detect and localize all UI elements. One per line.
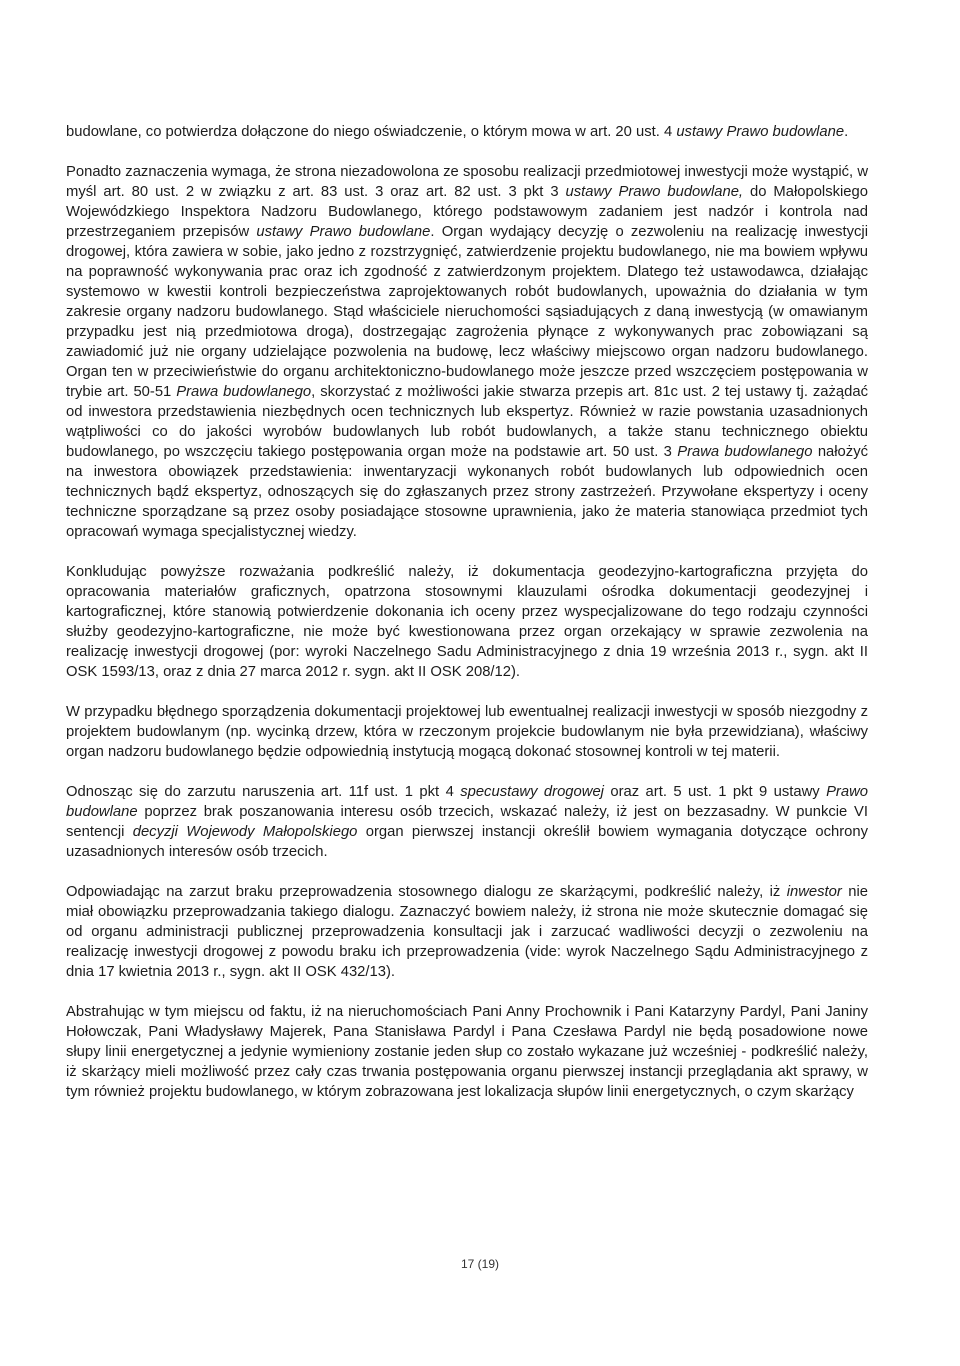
text-run: budowlane, co potwierdza dołączone do niego oświadczenie, o którym mowa w art. 20 ust. 4 xyxy=(66,124,677,140)
italic-text-run: Prawa budowlanego xyxy=(677,444,813,460)
paragraph xyxy=(66,782,868,862)
text-run: nałożyć na inwestora obowiązek przedstawienia: inwentaryzacji wykonanych robót budowlanych lub odpowiednich ocen technicznych bądź ekspertyz, odnoszących się do zgłaszanych przez strony zastrzeżeń. Przywołane ekspertyzy i oceny techniczne sporządzane są przez osoby posiadające stosowne uprawnienia, jako że materia stanowiąca przedmiot tych opracowań wymaga specjalistycznej wiedzy. xyxy=(66,444,868,540)
text-run: Odpowiadając na zarzut braku przeprowadzenia stosownego dialogu ze skarżącymi, podkreślić należy, iż xyxy=(66,884,787,900)
text-run: organ pierwszej instancji określił bowiem wymagania dotyczące ochrony uzasadnionych interesów osób trzecich. xyxy=(66,824,869,860)
italic-text-run: inwestor xyxy=(786,884,842,900)
paragraph xyxy=(66,122,868,142)
italic-text-run: specustawy drogowej xyxy=(460,784,604,800)
paragraph xyxy=(66,882,868,982)
italic-text-run: ustawy Prawo budowlane xyxy=(256,224,431,240)
text-run: oraz art. 5 ust. 1 pkt 9 ustawy xyxy=(603,784,827,800)
italic-text-run: Prawa budowlanego xyxy=(176,384,312,400)
text-run: do Małopolskiego Wojewódzkiego Inspektora Nadzoru Budowlanego, którego podstawowym zadaniem jest nadzór i kontrola nad przestrzeganiem przepisów xyxy=(66,184,868,240)
document-body xyxy=(66,122,868,1102)
text-run: W przypadku błędnego sporządzenia dokumentacji projektowej lub ewentualnej realizacji inwestycji w sposób niezgodny z projektem budowlanym (np. wycinką drzew, która w rzeczonym projekcie budowlanym nie była przewidziana), właściwy organ nadzoru budowlanego będzie odpowiednią instytucją mogącą dokonać stosownej kontroli w tej materii. xyxy=(66,704,868,760)
text-run: Odnosząc się do zarzutu naruszenia art. 11f ust. 1 pkt 4 xyxy=(66,784,461,800)
text-run: Konkludując powyższe rozważania podkreślić należy, iż dokumentacja geodezyjno-kartograficzna przyjęta do opracowania materiałów graficznych, opatrzona stosownymi klauzulami ośrodka dokumentacji geodezyjnej i kartograficznej, które stanowią potwierdzenie dokonania ich oceny przez wyspecjalizowane do tego rodzaju czynności służby geodezyjno-kartograficzne, nie może być kwestionowana przez organ orzekający w sprawie zezwolenia na realizację inwestycji drogowej (por: wyroki Naczelnego Sadu Administracyjnego z dnia 19 września 2013 r., sygn. akt II OSK 1593/13, oraz z dnia 27 marca 2012 r. sygn. akt II OSK 208/12). xyxy=(66,564,868,680)
italic-text-run: decyzji Wojewody Małopolskiego xyxy=(132,824,358,840)
paragraph xyxy=(66,562,868,682)
text-run: Ponadto zaznaczenia wymaga, że strona niezadowolona ze sposobu realizacji przedmiotowej inwestycji może wystąpić, w myśl art. 80 ust. 2 w związku z art. 83 ust. 3 oraz art. 82 ust. 3 pkt 3 xyxy=(66,164,868,200)
text-run: Abstrahując w tym miejscu od faktu, iż na nieruchomościach Pani Anny Prochownik i Pani Katarzyny Pardyl, Pani Janiny Hołowczak, Pani Władysławy Majerek, Pana Stanisława Pardyl i Pana Czesława Pardyl nie będą posadowione nowe słupy linii energetycznej a jedynie wymieniony zostanie jeden słup co zostało wykazane już wcześniej - podkreślić należy, iż skarżący mieli możliwość przez cały czas trwania postępowania organu pierwszej instancji przeglądania akt sprawy, w tym również projektu budowlanego, w którym zobrazowana jest lokalizacja słupów linii energetycznych, o czym skarżący xyxy=(66,1004,868,1100)
text-run: . Organ wydający decyzję o zezwoleniu na realizację inwestycji drogowej, która zawiera w sobie, jako jedno z rozstrzygnięć, zatwierdzenie projektu budowlanego, nie ma bowiem wpływu na poprawność wykonywania prac oraz ich zgodność z zatwierdzonym projektem. Dlatego też ustawodawca, działając systemowo w kwestii kontroli bezpieczeństwa zaprojektowanych robót budowlanych, upoważnia do działania w tym zakresie organy nadzoru budowlanego. Stąd właściciele nieruchomości sąsiadujących z daną inwestycją (w omawianym przypadku jest nią przedmiotowa droga), dostrzegając zagrożenia płynące z wykonywanych prac zobowiązani są zawiadomić już nie organy udzielające pozwolenia na budowę, lecz właściwy miejscowo organ nadzoru budowlanego. Organ ten w przeciwieństwie do organu architektoniczno-budowlanego może jeszcze przed wszczęciem postępowania w trybie art. 50-51 xyxy=(66,224,868,400)
italic-text-run: Prawo budowlane xyxy=(66,784,869,820)
text-run: nie miał obowiązku przeprowadzania takiego dialogu. Zaznaczyć bowiem należy, iż strona nie może skutecznie domagać się od organu administracji publicznej przeprowadzenia konsultacji jak i zarzucać wadliwości decyzji o zezwoleniu na realizację inwestycji drogowej z powodu braku ich przeprowadzenia (vide: wyrok Naczelnego Sądu Administracyjnego z dnia 17 kwietnia 2013 r., sygn. akt II OSK 432/13). xyxy=(66,884,868,980)
italic-text-run: ustawy Prawo budowlane, xyxy=(565,184,744,200)
text-run: poprzez brak poszanowania interesu osób trzecich, wskazać należy, iż jest on bezzasadny. W punkcie VI sentencji xyxy=(66,804,868,840)
text-run: , skorzystać z możliwości jakie stwarza przepis art. 81c ust. 2 tej ustawy tj. zażądać od inwestora przedstawienia niezbędnych ocen technicznych lub ekspertyz. Również w razie powstania uzasadnionych wątpliwości co do jakości wyrobów budowlanych lub robót budowlanych, a także stanu technicznego obiektu budowlanego, po wszczęciu takiego postępowania organ może na podstawie art. 50 ust. 3 xyxy=(66,384,868,460)
paragraph xyxy=(66,702,868,762)
page-number: 17 (19) xyxy=(460,1257,500,1271)
italic-text-run: ustawy Prawo budowlane xyxy=(676,124,845,140)
paragraph xyxy=(66,1002,868,1102)
text-run: . xyxy=(844,124,849,140)
paragraph xyxy=(66,162,868,542)
